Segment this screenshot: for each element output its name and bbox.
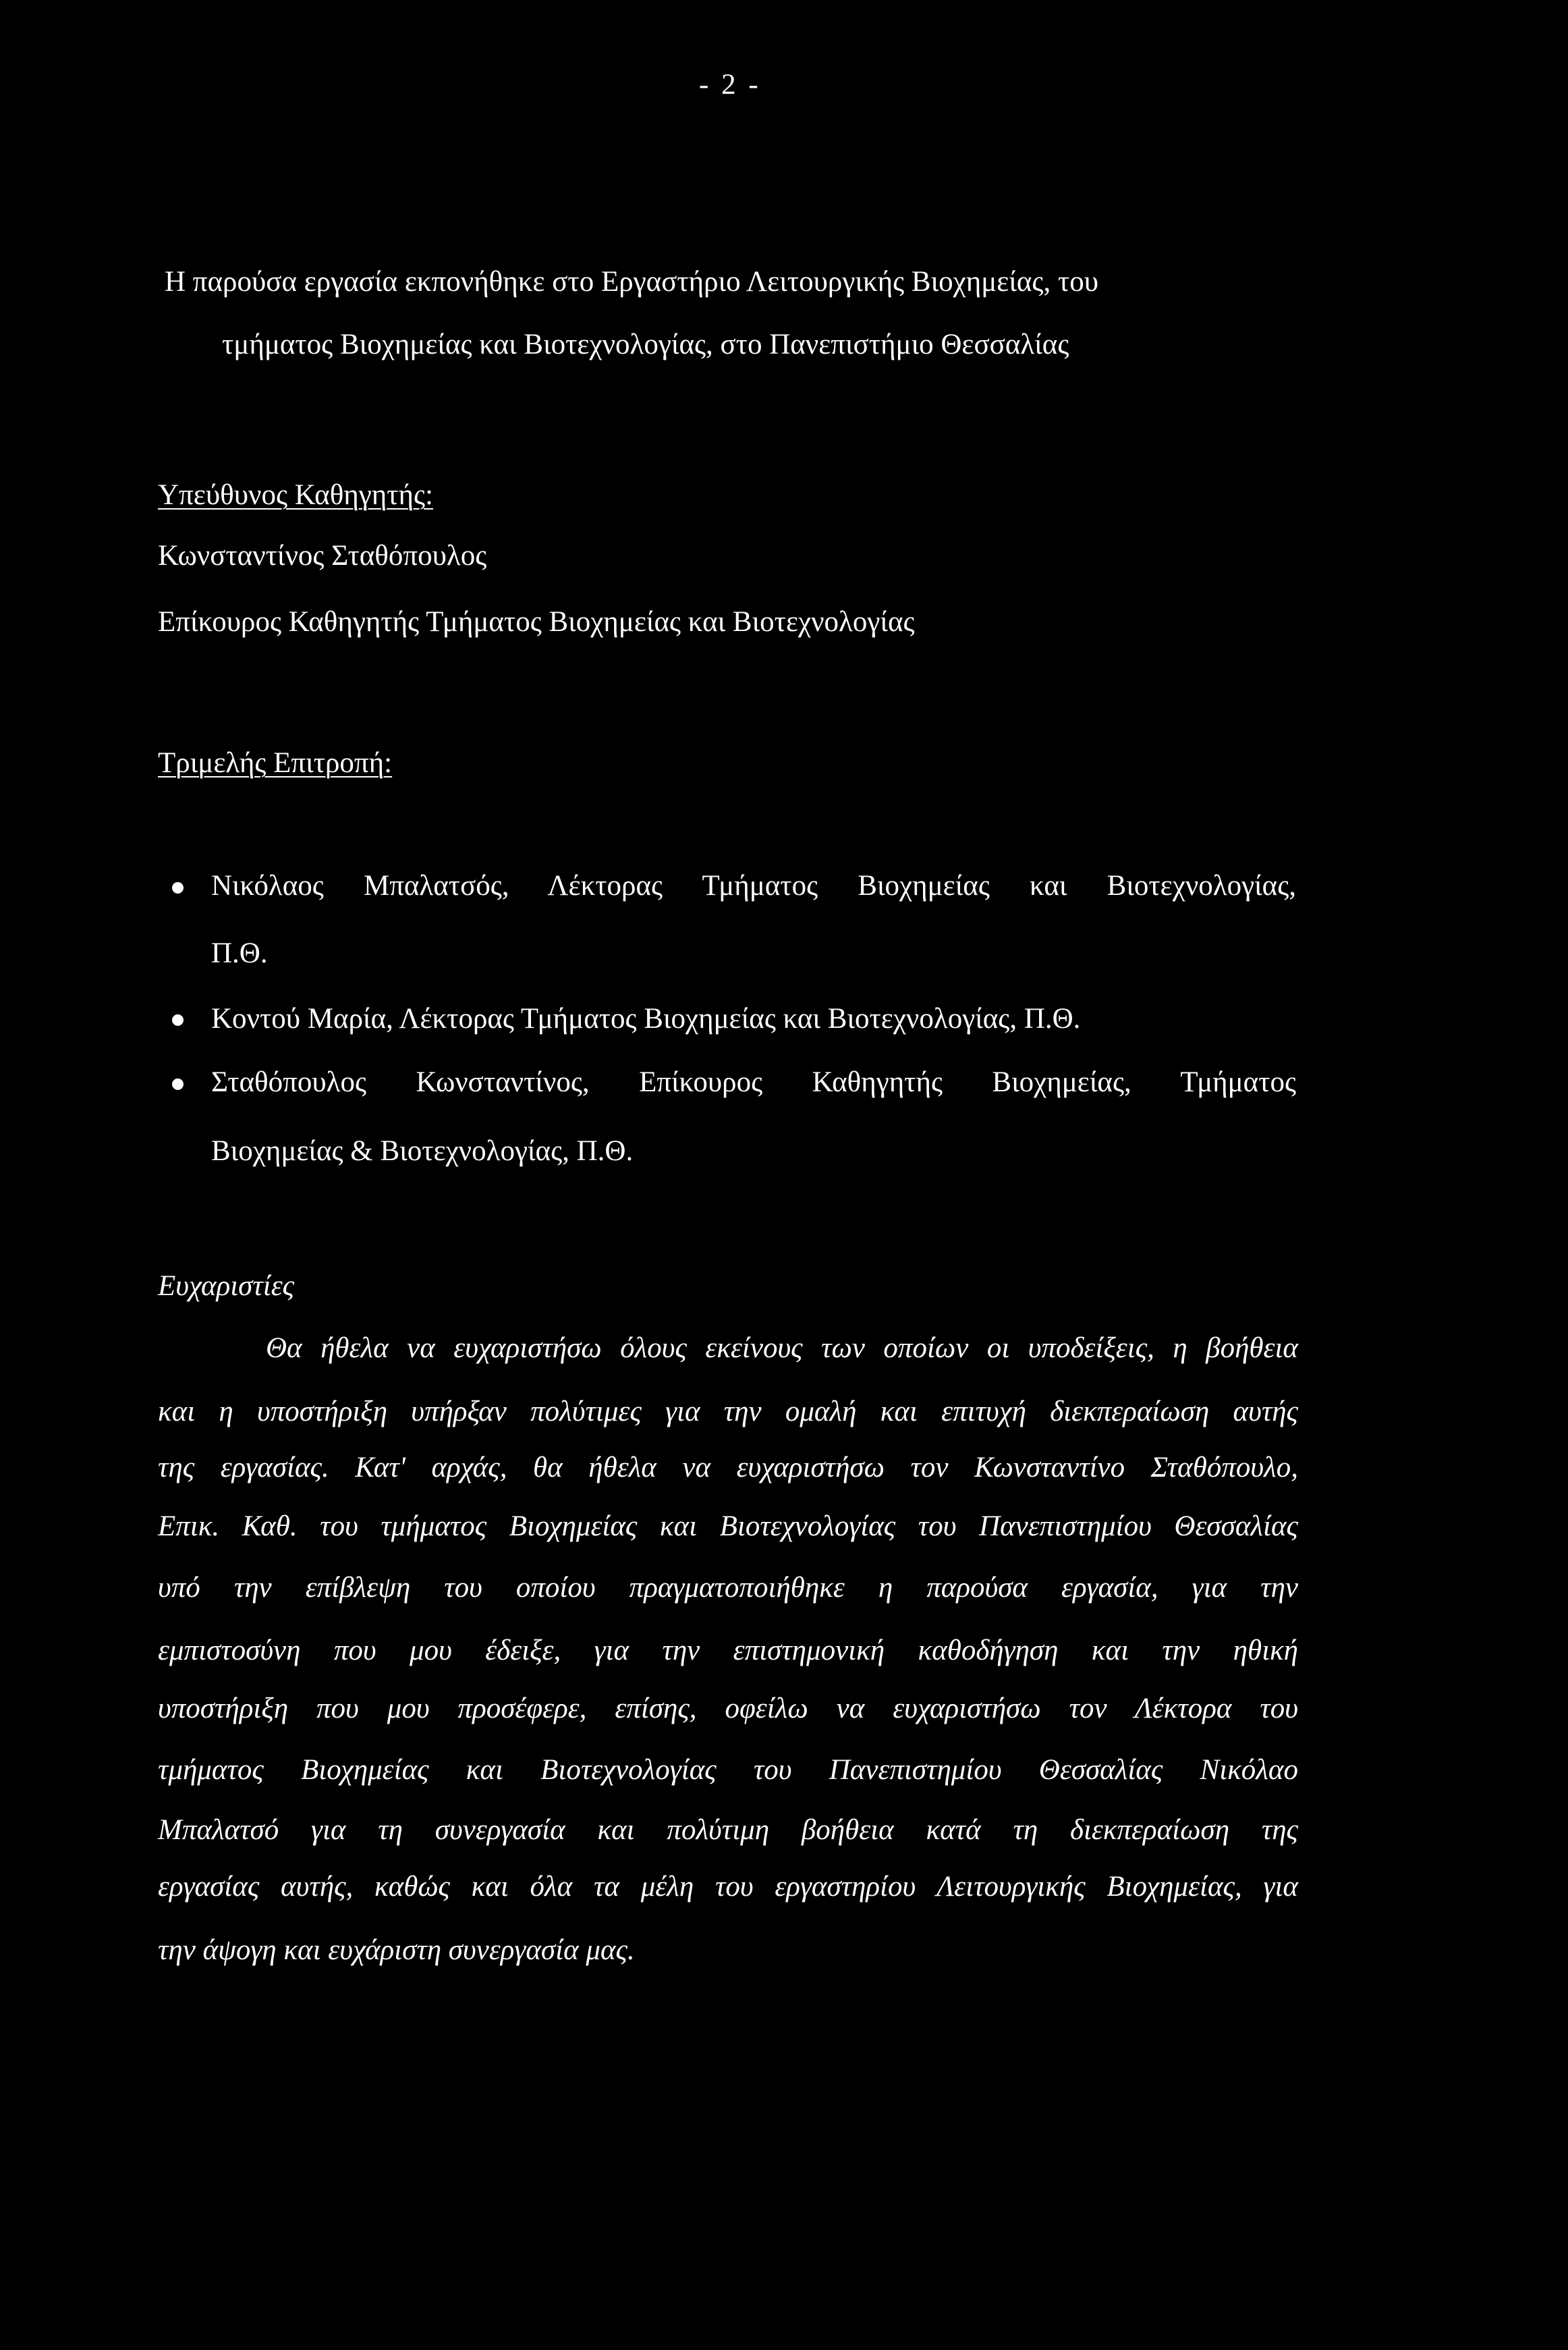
acknowledgements-line: Επικ. Καθ. του τμήματος Βιοχημείας και Βιοτεχνολογίας του Πανεπιστημίου Θεσσαλίας [158,1510,1298,1542]
committee-member-3-line-1: Σταθόπουλος Κωνσταντίνος, Επίκουρος Καθηγητής Βιοχημείας, Τμήματος [211,1066,1296,1098]
intro-line-1: Η παρούσα εργασία εκπονήθηκε στο Εργαστήριο Λειτουργικής Βιοχημείας, του [165,266,1099,298]
acknowledgements-line: της εργασίας. Κατ' αρχάς, θα ήθελα να ευχαριστήσω τον Κωνσταντίνο Σταθόπουλο, [158,1452,1298,1483]
committee-member-2: Κοντού Μαρία, Λέκτορας Τμήματος Βιοχημείας και Βιοτεχνολογίας, Π.Θ. [211,1003,1081,1035]
committee-member-3-line-2: Βιοχημείας & Βιοτεχνολογίας, Π.Θ. [211,1135,634,1167]
acknowledgements-line: υπό την επίβλεψη του οποίου πραγματοποιήθηκε η παρούσα εργασία, για την [158,1572,1298,1604]
acknowledgements-line: Μπαλατσό για τη συνεργασία και πολύτιμη βοήθεια κατά τη διεκπεραίωση της [158,1814,1298,1846]
acknowledgements-line: Θα ήθελα να ευχαριστήσω όλους εκείνους των οποίων οι υποδείξεις, η βοήθεια [266,1332,1298,1364]
committee-heading: Τριμελής Επιτροπή: [158,747,393,779]
bullet-icon [172,1078,184,1090]
committee-member-1-line-2: Π.Θ. [211,937,268,969]
committee-member-1-line-1: Νικόλαος Μπαλατσός, Λέκτορας Τμήματος Βιοχημείας και Βιοτεχνολογίας, [211,870,1296,902]
acknowledgements-line: εργασίας αυτής, καθώς και όλα τα μέλη του εργαστηρίου Λειτουργικής Βιοχημείας, για [158,1871,1298,1903]
acknowledgements-line: εμπιστοσύνη που μου έδειξε, για την επιστημονική καθοδήγηση και την ηθική [158,1635,1298,1666]
acknowledgements-line: υποστήριξη που μου προσέφερε, επίσης, οφείλω να ευχαριστήσω τον Λέκτορα του [158,1693,1298,1724]
intro-line-2: τμήματος Βιοχημείας και Βιοτεχνολογίας, στο Πανεπιστήμιο Θεσσαλίας [222,329,1069,360]
bullet-icon [172,1014,184,1026]
supervisor-heading: Υπεύθυνος Καθηγητής: [158,479,434,511]
acknowledgements-line: και η υποστήριξη υπήρξαν πολύτιμες για την ομαλή και επιτυχή διεκπεραίωση αυτής [158,1396,1298,1427]
page-number: - 2 - [699,69,761,101]
acknowledgements-line: τμήματος Βιοχημείας και Βιοτεχνολογίας του Πανεπιστημίου Θεσσαλίας Νικόλαο [158,1754,1298,1786]
acknowledgements-line: την άψογη και ευχάριστη συνεργασία μας. [158,1934,635,1966]
acknowledgements-heading: Ευχαριστίες [158,1270,295,1302]
supervisor-title: Επίκουρος Καθηγητής Τμήματος Βιοχημείας και Βιοτεχνολογίας [158,606,915,638]
bullet-icon [172,882,184,894]
supervisor-name: Κωνσταντίνος Σταθόπουλος [158,540,487,572]
